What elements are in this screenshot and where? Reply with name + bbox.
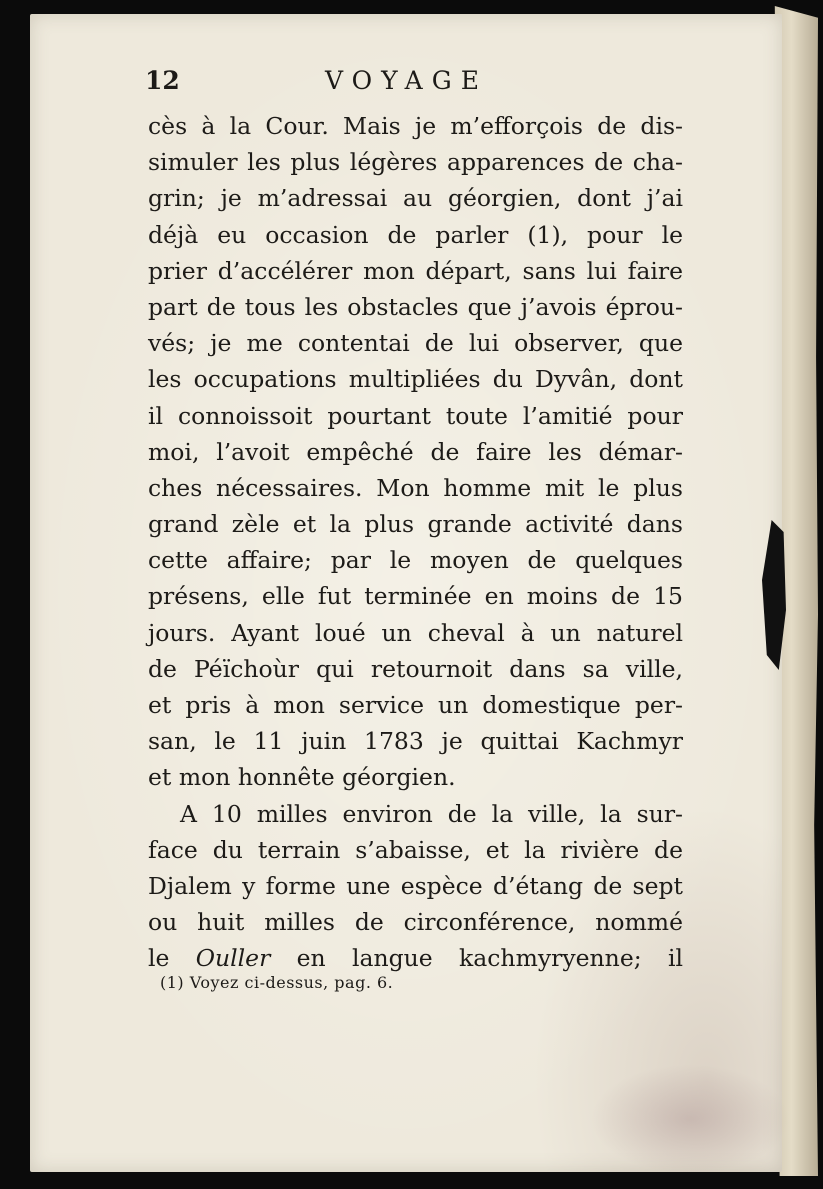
text-line: jours. Ayant loué un cheval à un naturel [148, 618, 683, 647]
text-line: simuler les plus légères apparences de cha- [148, 148, 683, 177]
text-line: prier d’accélérer mon départ, sans lui faire [148, 256, 683, 285]
text-line: ches nécessaires. Mon homme mit le plus [148, 473, 683, 502]
body-text [148, 108, 683, 977]
text-line: face du terrain s’abaisse, et la rivière de [148, 835, 683, 864]
text-line: Djalem y forme une espèce d’étang de sept [148, 871, 683, 900]
text-line: vés; je me contentai de lui observer, que [148, 329, 683, 358]
page-number: 12 [145, 66, 180, 95]
text-line: le Ouller en langue kachmyryenne; il [148, 944, 683, 973]
text-line: il connoissoit pourtant toute l’amitié pour [148, 401, 683, 430]
text-line: ou huit milles de circonférence, nommé [148, 908, 683, 937]
text-line: cès à la Cour. Mais je m’efforçois de dis- [148, 112, 683, 140]
text-line: cette affaire; par le moyen de quelques [148, 546, 683, 575]
text-line: déjà eu occasion de parler (1), pour le [148, 220, 683, 249]
text-line: part de tous les obstacles que j’avois éprou- [148, 292, 683, 321]
text-line: san, le 11 juin 1783 je quittai Kachmyr [148, 727, 683, 756]
running-head: VOYAGE [325, 66, 488, 95]
text-line: moi, l’avoit empêché de faire les démar- [148, 437, 683, 466]
text-line: présens, elle fut terminée en moins de 15 [148, 582, 683, 611]
paper-stain [590, 1064, 790, 1174]
italic-term: Ouller [195, 944, 271, 973]
paragraph-start-line: A 10 milles environ de la ville, la sur- [180, 799, 683, 828]
text-line: de Péïchoùr qui retournoit dans sa ville, [148, 654, 683, 683]
footnote: (1) Voyez ci-dessus, pag. 6. [160, 973, 394, 992]
text-line: et pris à mon service un domestique per- [148, 691, 683, 719]
page-header [145, 66, 685, 100]
text-line: les occupations multipliées du Dyvân, dont [148, 365, 683, 394]
text-line: et mon honnête géorgien. [148, 763, 456, 792]
text-line: grin; je m’adressai au géorgien, dont j’ai [148, 184, 683, 213]
text-line: grand zèle et la plus grande activité dans [148, 510, 683, 539]
